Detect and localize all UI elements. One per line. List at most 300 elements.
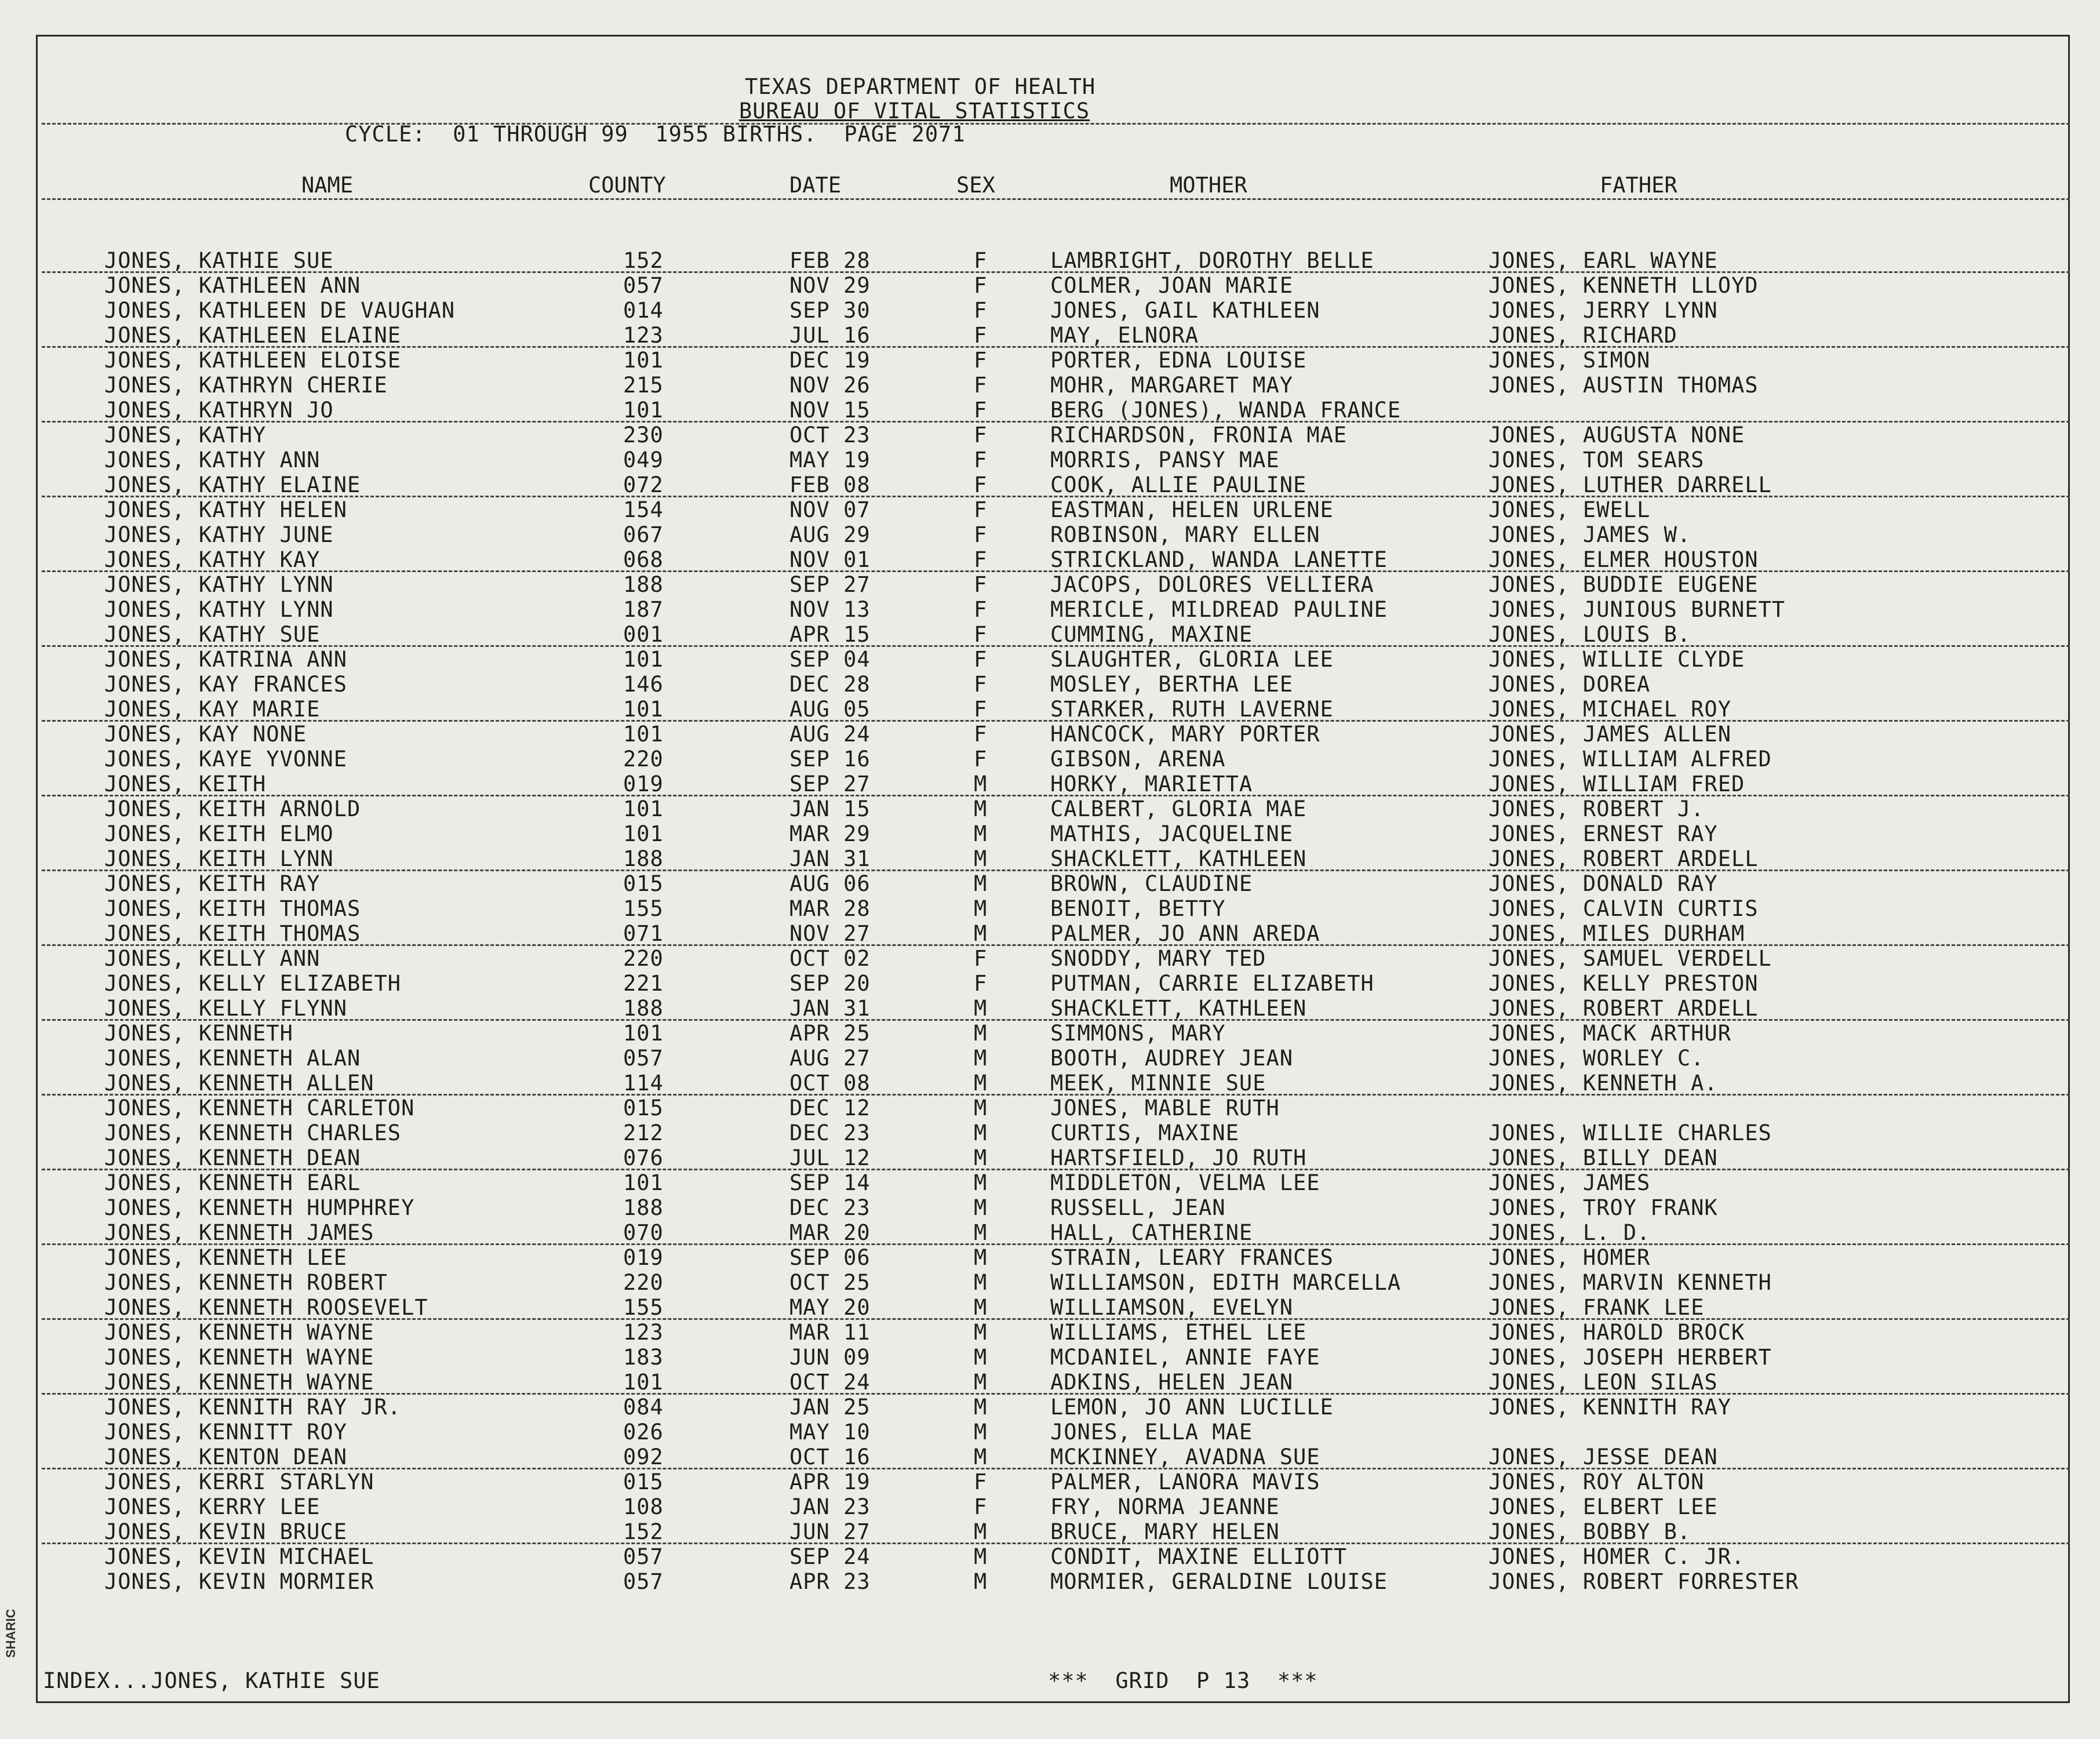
- row-county: 049: [623, 448, 664, 472]
- row-mother: MOHR, MARGARET MAY: [1050, 373, 1293, 398]
- row-name: JONES, KENNETH DEAN: [104, 1145, 361, 1170]
- row-father: JONES, ROBERT ARDELL: [1488, 996, 1759, 1021]
- row-sex: F: [974, 946, 988, 971]
- row-father: JONES, BUDDIE EUGENE: [1488, 572, 1759, 597]
- row-sex: M: [974, 1021, 988, 1046]
- row-mother: PALMER, JO ANN AREDA: [1050, 921, 1320, 946]
- row-county: 123: [623, 1320, 664, 1345]
- row-name: JONES, KATHY HELEN: [104, 497, 347, 522]
- row-mother: PORTER, EDNA LOUISE: [1050, 348, 1307, 373]
- row-father: JONES, SAMUEL VERDELL: [1488, 946, 1772, 971]
- row-sex: F: [974, 971, 988, 996]
- row-name: JONES, KENNETH LEE: [104, 1245, 347, 1270]
- row-sex: M: [974, 1245, 988, 1270]
- row-sex: M: [974, 846, 988, 871]
- row-date: JAN 31: [789, 996, 871, 1021]
- row-date: JAN 31: [789, 846, 871, 871]
- row-mother: MERICLE, MILDREAD PAULINE: [1050, 597, 1388, 622]
- row-mother: CONDIT, MAXINE ELLIOTT: [1050, 1544, 1348, 1569]
- row-mother: MEEK, MINNIE SUE: [1050, 1071, 1266, 1096]
- row-father: JONES, HOMER: [1488, 1245, 1651, 1270]
- row-date: SEP 27: [789, 572, 871, 597]
- row-county: 152: [623, 1519, 664, 1544]
- row-father: JONES, WILLIE CHARLES: [1488, 1120, 1772, 1145]
- row-father: JONES, HAROLD BROCK: [1488, 1320, 1745, 1345]
- row-father: JONES, WILLIAM FRED: [1488, 772, 1745, 796]
- row-date: SEP 30: [789, 298, 871, 323]
- row-county: 187: [623, 597, 664, 622]
- row-father: JONES, BILLY DEAN: [1488, 1145, 1718, 1170]
- row-county: 188: [623, 572, 664, 597]
- row-date: APR 23: [789, 1569, 871, 1594]
- col-mother: MOTHER: [1170, 173, 1247, 198]
- row-mother: CUMMING, MAXINE: [1050, 622, 1253, 647]
- row-name: JONES, KAY MARIE: [104, 697, 321, 722]
- row-father: JONES, LOUIS B.: [1488, 622, 1691, 647]
- row-name: JONES, KENTON DEAN: [104, 1445, 347, 1469]
- row-mother: SIMMONS, MARY: [1050, 1021, 1226, 1046]
- row-father: JONES, LEON SILAS: [1488, 1370, 1718, 1395]
- row-mother: HANCOCK, MARY PORTER: [1050, 722, 1320, 747]
- row-mother: PALMER, LANORA MAVIS: [1050, 1469, 1320, 1494]
- row-sex: F: [974, 298, 988, 323]
- row-name: JONES, KATHLEEN ANN: [104, 273, 361, 298]
- row-father: JONES, FRANK LEE: [1488, 1295, 1705, 1320]
- row-county: 014: [623, 298, 664, 323]
- col-county: COUNTY: [588, 173, 666, 198]
- row-sex: M: [974, 1544, 988, 1569]
- row-name: JONES, KATHY LYNN: [104, 597, 334, 622]
- row-sex: F: [974, 373, 988, 398]
- row-mother: HARTSFIELD, JO RUTH: [1050, 1145, 1307, 1170]
- row-father: JONES, MARVIN KENNETH: [1488, 1270, 1772, 1295]
- row-sex: F: [974, 697, 988, 722]
- row-sex: M: [974, 1270, 988, 1295]
- row-county: 076: [623, 1145, 664, 1170]
- row-mother: CURTIS, MAXINE: [1050, 1120, 1239, 1145]
- row-mother: JONES, MABLE RUTH: [1050, 1096, 1280, 1120]
- row-sex: F: [974, 448, 988, 472]
- row-mother: MORMIER, GERALDINE LOUISE: [1050, 1569, 1388, 1594]
- row-date: SEP 20: [789, 971, 871, 996]
- row-name: JONES, KENNETH ALAN: [104, 1046, 361, 1071]
- row-name: JONES, KELLY ELIZABETH: [104, 971, 402, 996]
- row-date: MAR 28: [789, 896, 871, 921]
- row-name: JONES, KATHLEEN ELOISE: [104, 348, 402, 373]
- row-name: JONES, KEVIN BRUCE: [104, 1519, 347, 1544]
- row-sex: M: [974, 1569, 988, 1594]
- row-name: JONES, KEVIN MICHAEL: [104, 1544, 374, 1569]
- row-mother: BENOIT, BETTY: [1050, 896, 1226, 921]
- row-mother: HORKY, MARIETTA: [1050, 772, 1253, 796]
- row-father: JONES, WORLEY C.: [1488, 1046, 1705, 1071]
- row-date: SEP 24: [789, 1544, 871, 1569]
- row-sex: F: [974, 497, 988, 522]
- row-father: JONES, CALVIN CURTIS: [1488, 896, 1759, 921]
- row-county: 057: [623, 1544, 664, 1569]
- row-father: JONES, KENNETH LLOYD: [1488, 273, 1759, 298]
- row-date: APR 25: [789, 1021, 871, 1046]
- row-father: JONES, JAMES W.: [1488, 522, 1691, 547]
- row-date: NOV 27: [789, 921, 871, 946]
- footer-grid: *** GRID P 13 ***: [1048, 1668, 1318, 1693]
- row-sex: F: [974, 1494, 988, 1519]
- row-date: SEP 27: [789, 772, 871, 796]
- row-date: NOV 01: [789, 547, 871, 572]
- row-date: JUN 27: [789, 1519, 871, 1544]
- row-father: JONES, SIMON: [1488, 348, 1651, 373]
- row-mother: WILLIAMSON, EVELYN: [1050, 1295, 1293, 1320]
- row-date: FEB 28: [789, 248, 871, 273]
- row-date: OCT 16: [789, 1445, 871, 1469]
- row-date: SEP 16: [789, 747, 871, 772]
- row-name: JONES, KENNETH WAYNE: [104, 1345, 374, 1370]
- row-sex: F: [974, 622, 988, 647]
- row-father: JONES, BOBBY B.: [1488, 1519, 1691, 1544]
- row-date: NOV 15: [789, 398, 871, 423]
- row-father: JONES, WILLIE CLYDE: [1488, 647, 1745, 672]
- row-sex: F: [974, 722, 988, 747]
- row-sex: F: [974, 472, 988, 497]
- row-sex: F: [974, 522, 988, 547]
- row-name: JONES, KENNETH: [104, 1021, 293, 1046]
- row-name: JONES, KENNITT ROY: [104, 1420, 347, 1445]
- row-father: JONES, DONALD RAY: [1488, 871, 1718, 896]
- row-county: 212: [623, 1120, 664, 1145]
- row-county: 101: [623, 398, 664, 423]
- row-date: MAY 20: [789, 1295, 871, 1320]
- row-county: 188: [623, 996, 664, 1021]
- row-date: DEC 12: [789, 1096, 871, 1120]
- row-father: JONES, WILLIAM ALFRED: [1488, 747, 1772, 772]
- row-mother: STARKER, RUTH LAVERNE: [1050, 697, 1334, 722]
- row-name: JONES, KAY NONE: [104, 722, 307, 747]
- col-date: DATE: [789, 173, 842, 198]
- row-county: 026: [623, 1420, 664, 1445]
- row-name: JONES, KATHY KAY: [104, 547, 321, 572]
- row-name: JONES, KELLY FLYNN: [104, 996, 347, 1021]
- row-sex: M: [974, 1295, 988, 1320]
- row-county: 155: [623, 1295, 664, 1320]
- row-father: JONES, DOREA: [1488, 672, 1651, 697]
- row-sex: M: [974, 1096, 988, 1120]
- row-name: JONES, KATRINA ANN: [104, 647, 347, 672]
- row-sex: M: [974, 921, 988, 946]
- row-sex: F: [974, 273, 988, 298]
- row-date: OCT 25: [789, 1270, 871, 1295]
- row-date: MAR 20: [789, 1220, 871, 1245]
- row-county: 183: [623, 1345, 664, 1370]
- row-date: DEC 23: [789, 1195, 871, 1220]
- row-father: JONES, JAMES: [1488, 1170, 1651, 1195]
- row-name: JONES, KATHRYN CHERIE: [104, 373, 388, 398]
- row-father: JONES, TROY FRANK: [1488, 1195, 1718, 1220]
- row-father: JONES, ROY ALTON: [1488, 1469, 1705, 1494]
- row-name: JONES, KATHY: [104, 423, 267, 448]
- row-date: SEP 04: [789, 647, 871, 672]
- row-county: 215: [623, 373, 664, 398]
- row-father: JONES, EARL WAYNE: [1488, 248, 1718, 273]
- row-county: 123: [623, 323, 664, 348]
- header-rule-bottom: [42, 198, 2070, 200]
- header-agency: TEXAS DEPARTMENT OF HEALTH: [745, 74, 1096, 99]
- row-father: JONES, MACK ARTHUR: [1488, 1021, 1731, 1046]
- row-name: JONES, KAYE YVONNE: [104, 747, 347, 772]
- row-sex: F: [974, 323, 988, 348]
- row-county: 155: [623, 896, 664, 921]
- row-sex: F: [974, 423, 988, 448]
- col-father: FATHER: [1600, 173, 1677, 198]
- row-sex: M: [974, 1345, 988, 1370]
- row-father: JONES, TOM SEARS: [1488, 448, 1705, 472]
- row-father: JONES, ROBERT FORRESTER: [1488, 1569, 1799, 1594]
- row-date: FEB 08: [789, 472, 871, 497]
- row-father: JONES, ERNEST RAY: [1488, 821, 1718, 846]
- row-mother: BROWN, CLAUDINE: [1050, 871, 1253, 896]
- row-name: JONES, KENNETH WAYNE: [104, 1370, 374, 1395]
- row-sex: M: [974, 996, 988, 1021]
- side-stamp: SHARIC: [3, 1609, 18, 1658]
- row-county: 101: [623, 1170, 664, 1195]
- row-county: 154: [623, 497, 664, 522]
- row-mother: MAY, ELNORA: [1050, 323, 1199, 348]
- row-county: 101: [623, 1370, 664, 1395]
- row-name: JONES, KAY FRANCES: [104, 672, 347, 697]
- row-mother: MATHIS, JACQUELINE: [1050, 821, 1293, 846]
- row-name: JONES, KERRY LEE: [104, 1494, 321, 1519]
- row-father: JONES, ROBERT ARDELL: [1488, 846, 1759, 871]
- row-name: JONES, KENNETH WAYNE: [104, 1320, 374, 1345]
- row-mother: MCKINNEY, AVADNA SUE: [1050, 1445, 1320, 1469]
- row-county: 084: [623, 1395, 664, 1420]
- row-county: 220: [623, 946, 664, 971]
- row-name: JONES, KENNETH CARLETON: [104, 1096, 415, 1120]
- row-father: JONES, RICHARD: [1488, 323, 1677, 348]
- row-date: DEC 23: [789, 1120, 871, 1145]
- row-date: OCT 24: [789, 1370, 871, 1395]
- row-date: JUN 09: [789, 1345, 871, 1370]
- row-father: JONES, MICHAEL ROY: [1488, 697, 1731, 722]
- row-father: JONES, ELBERT LEE: [1488, 1494, 1718, 1519]
- row-mother: HALL, CATHERINE: [1050, 1220, 1253, 1245]
- row-name: JONES, KEITH: [104, 772, 267, 796]
- row-name: JONES, KEITH LYNN: [104, 846, 334, 871]
- row-date: OCT 02: [789, 946, 871, 971]
- row-mother: STRICKLAND, WANDA LANETTE: [1050, 547, 1388, 572]
- row-father: JONES, L. D.: [1488, 1220, 1651, 1245]
- row-name: JONES, KEITH ELMO: [104, 821, 334, 846]
- row-sex: F: [974, 647, 988, 672]
- row-county: 070: [623, 1220, 664, 1245]
- row-mother: RUSSELL, JEAN: [1050, 1195, 1226, 1220]
- row-father: JONES, KELLY PRESTON: [1488, 971, 1759, 996]
- row-date: MAR 29: [789, 821, 871, 846]
- row-mother: COLMER, JOAN MARIE: [1050, 273, 1293, 298]
- row-date: JAN 25: [789, 1395, 871, 1420]
- row-sex: F: [974, 747, 988, 772]
- footer-index: INDEX...JONES, KATHIE SUE: [43, 1668, 380, 1693]
- row-name: JONES, KEITH ARNOLD: [104, 796, 361, 821]
- row-date: AUG 06: [789, 871, 871, 896]
- row-date: NOV 13: [789, 597, 871, 622]
- row-sex: M: [974, 821, 988, 846]
- row-name: JONES, KATHY ANN: [104, 448, 321, 472]
- row-mother: JACOPS, DOLORES VELLIERA: [1050, 572, 1374, 597]
- row-father: JONES, HOMER C. JR.: [1488, 1544, 1745, 1569]
- row-name: JONES, KATHIE SUE: [104, 248, 334, 273]
- row-sex: M: [974, 1170, 988, 1195]
- row-name: JONES, KEITH RAY: [104, 871, 321, 896]
- row-date: OCT 23: [789, 423, 871, 448]
- row-county: 101: [623, 722, 664, 747]
- row-name: JONES, KELLY ANN: [104, 946, 321, 971]
- row-county: 057: [623, 273, 664, 298]
- row-date: DEC 19: [789, 348, 871, 373]
- row-name: JONES, KENNETH JAMES: [104, 1220, 374, 1245]
- row-mother: ROBINSON, MARY ELLEN: [1050, 522, 1320, 547]
- row-mother: EASTMAN, HELEN URLENE: [1050, 497, 1334, 522]
- row-county: 188: [623, 1195, 664, 1220]
- row-date: SEP 06: [789, 1245, 871, 1270]
- row-father: JONES, JOSEPH HERBERT: [1488, 1345, 1772, 1370]
- row-county: 019: [623, 1245, 664, 1270]
- row-county: 146: [623, 672, 664, 697]
- row-date: AUG 24: [789, 722, 871, 747]
- row-county: 101: [623, 796, 664, 821]
- row-county: 019: [623, 772, 664, 796]
- row-date: APR 19: [789, 1469, 871, 1494]
- row-mother: SLAUGHTER, GLORIA LEE: [1050, 647, 1334, 672]
- row-mother: CALBERT, GLORIA MAE: [1050, 796, 1307, 821]
- row-county: 152: [623, 248, 664, 273]
- row-date: APR 15: [789, 622, 871, 647]
- row-date: NOV 29: [789, 273, 871, 298]
- row-name: JONES, KEITH THOMAS: [104, 896, 361, 921]
- row-county: 015: [623, 1469, 664, 1494]
- row-mother: BOOTH, AUDREY JEAN: [1050, 1046, 1293, 1071]
- row-sex: M: [974, 896, 988, 921]
- row-county: 101: [623, 821, 664, 846]
- row-mother: MORRIS, PANSY MAE: [1050, 448, 1280, 472]
- row-sex: M: [974, 1220, 988, 1245]
- row-date: AUG 05: [789, 697, 871, 722]
- row-sex: M: [974, 1370, 988, 1395]
- row-date: JUL 12: [789, 1145, 871, 1170]
- row-date: MAY 19: [789, 448, 871, 472]
- row-sex: F: [974, 672, 988, 697]
- row-name: JONES, KATHLEEN DE VAUGHAN: [104, 298, 456, 323]
- row-sex: M: [974, 1195, 988, 1220]
- row-county: 220: [623, 1270, 664, 1295]
- col-name: NAME: [301, 173, 354, 198]
- row-name: JONES, KATHRYN JO: [104, 398, 334, 423]
- row-name: JONES, KENNITH RAY JR.: [104, 1395, 402, 1420]
- row-father: JONES, JESSE DEAN: [1488, 1445, 1718, 1469]
- row-sex: M: [974, 1519, 988, 1544]
- row-mother: FRY, NORMA JEANNE: [1050, 1494, 1280, 1519]
- row-county: 057: [623, 1569, 664, 1594]
- row-mother: JONES, GAIL KATHLEEN: [1050, 298, 1320, 323]
- row-county: 220: [623, 747, 664, 772]
- row-mother: BERG (JONES), WANDA FRANCE: [1050, 398, 1402, 423]
- row-county: 101: [623, 697, 664, 722]
- row-mother: COOK, ALLIE PAULINE: [1050, 472, 1307, 497]
- row-county: 101: [623, 647, 664, 672]
- row-father: JONES, LUTHER DARRELL: [1488, 472, 1772, 497]
- row-sex: F: [974, 1469, 988, 1494]
- row-name: JONES, KENNETH EARL: [104, 1170, 361, 1195]
- row-mother: GIBSON, ARENA: [1050, 747, 1226, 772]
- row-father: JONES, AUSTIN THOMAS: [1488, 373, 1759, 398]
- row-county: 230: [623, 423, 664, 448]
- row-county: 221: [623, 971, 664, 996]
- row-name: JONES, KEVIN MORMIER: [104, 1569, 374, 1594]
- row-sex: F: [974, 248, 988, 273]
- row-name: JONES, KEITH THOMAS: [104, 921, 361, 946]
- row-sex: F: [974, 547, 988, 572]
- row-mother: MOSLEY, BERTHA LEE: [1050, 672, 1293, 697]
- row-sex: M: [974, 1046, 988, 1071]
- row-mother: RICHARDSON, FRONIA MAE: [1050, 423, 1348, 448]
- row-mother: LEMON, JO ANN LUCILLE: [1050, 1395, 1334, 1420]
- row-county: 101: [623, 1021, 664, 1046]
- row-mother: SNODDY, MARY TED: [1050, 946, 1266, 971]
- row-mother: BRUCE, MARY HELEN: [1050, 1519, 1280, 1544]
- row-father: JONES, JAMES ALLEN: [1488, 722, 1731, 747]
- row-sex: F: [974, 348, 988, 373]
- row-county: 101: [623, 348, 664, 373]
- row-sex: M: [974, 1120, 988, 1145]
- row-sex: F: [974, 572, 988, 597]
- row-date: NOV 07: [789, 497, 871, 522]
- header-cycle: CYCLE: 01 THROUGH 99 1955 BIRTHS. PAGE 2071: [345, 122, 966, 147]
- row-name: JONES, KENNETH CHARLES: [104, 1120, 402, 1145]
- row-date: AUG 27: [789, 1046, 871, 1071]
- row-mother: SHACKLETT, KATHLEEN: [1050, 846, 1307, 871]
- row-county: 114: [623, 1071, 664, 1096]
- row-sex: M: [974, 1395, 988, 1420]
- row-name: JONES, KATHY JUNE: [104, 522, 334, 547]
- row-mother: LAMBRIGHT, DOROTHY BELLE: [1050, 248, 1374, 273]
- row-father: JONES, ELMER HOUSTON: [1488, 547, 1759, 572]
- row-mother: STRAIN, LEARY FRANCES: [1050, 1245, 1334, 1270]
- row-date: NOV 26: [789, 373, 871, 398]
- row-county: 068: [623, 547, 664, 572]
- row-sex: F: [974, 597, 988, 622]
- row-father: JONES, AUGUSTA NONE: [1488, 423, 1745, 448]
- row-father: JONES, MILES DURHAM: [1488, 921, 1745, 946]
- header-bureau: BUREAU OF VITAL STATISTICS: [739, 99, 1090, 123]
- row-date: MAR 11: [789, 1320, 871, 1345]
- row-date: OCT 08: [789, 1071, 871, 1096]
- row-date: AUG 29: [789, 522, 871, 547]
- row-sex: M: [974, 772, 988, 796]
- row-county: 072: [623, 472, 664, 497]
- row-county: 108: [623, 1494, 664, 1519]
- row-name: JONES, KENNETH ROBERT: [104, 1270, 388, 1295]
- row-county: 067: [623, 522, 664, 547]
- row-mother: MIDDLETON, VELMA LEE: [1050, 1170, 1320, 1195]
- row-name: JONES, KATHY SUE: [104, 622, 321, 647]
- row-father: JONES, KENNITH RAY: [1488, 1395, 1731, 1420]
- row-county: 057: [623, 1046, 664, 1071]
- row-name: JONES, KENNETH HUMPHREY: [104, 1195, 415, 1220]
- row-sex: M: [974, 1320, 988, 1345]
- row-name: JONES, KATHLEEN ELAINE: [104, 323, 402, 348]
- row-sex: M: [974, 796, 988, 821]
- row-date: SEP 14: [789, 1170, 871, 1195]
- row-date: JUL 16: [789, 323, 871, 348]
